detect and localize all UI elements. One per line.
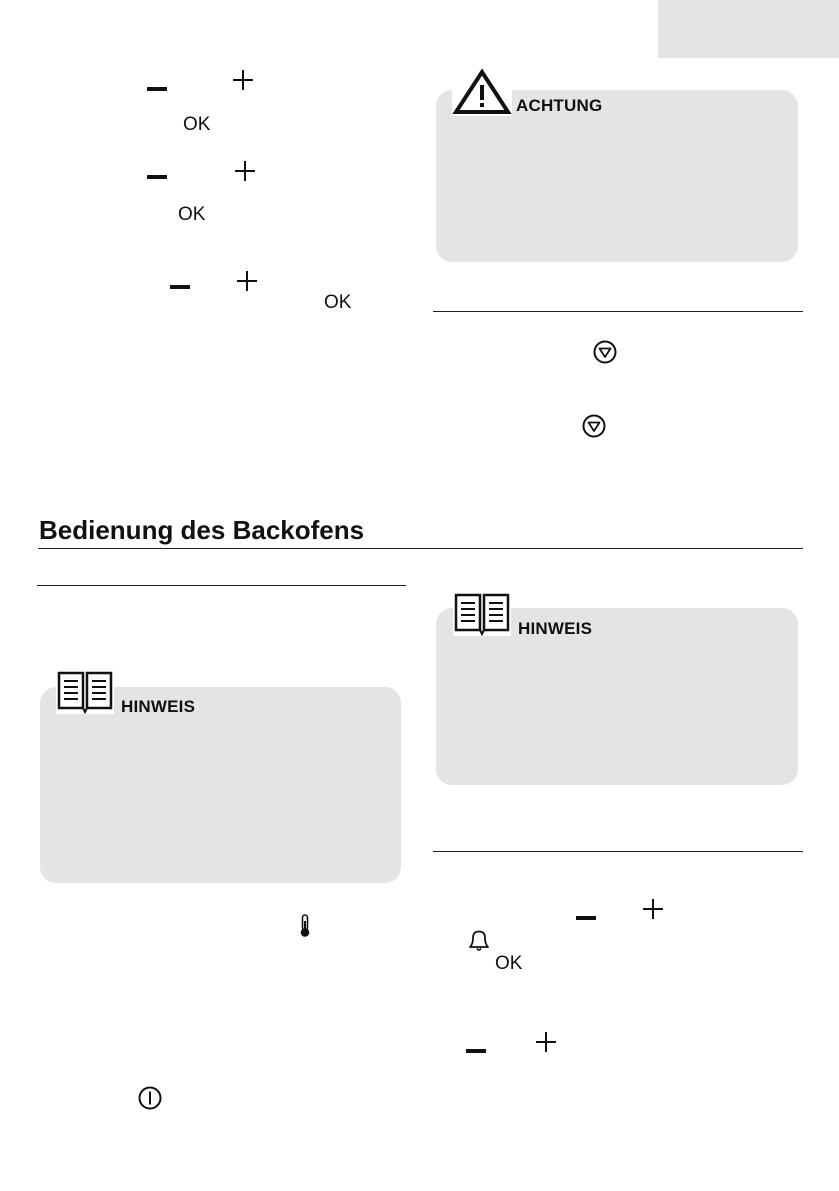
ok-label: OK <box>178 204 206 225</box>
warning-triangle-icon <box>452 68 512 116</box>
ok-label: OK <box>324 292 352 313</box>
minus-icon <box>147 87 167 91</box>
ok-label: OK <box>183 114 211 135</box>
stop-icon <box>593 340 617 364</box>
stop-icon <box>582 414 606 438</box>
minus-icon <box>170 285 190 289</box>
section-title: Bedienung des Backofens <box>39 515 365 545</box>
ok-label: OK <box>495 953 523 974</box>
minus-icon <box>147 175 167 179</box>
minus-icon <box>576 916 596 920</box>
warning-label: ACHTUNG <box>516 96 603 115</box>
note-box-left <box>40 687 401 883</box>
note-label: HINWEIS <box>121 697 196 716</box>
book-icon <box>56 670 114 714</box>
minus-icon <box>466 1049 486 1053</box>
power-icon <box>138 1086 162 1110</box>
plus-icon <box>233 70 253 90</box>
plus-icon <box>536 1032 556 1052</box>
divider <box>433 851 803 852</box>
chapter-tab <box>658 0 839 58</box>
divider <box>37 585 406 586</box>
section-rule <box>38 548 803 549</box>
plus-icon <box>643 899 663 919</box>
book-icon <box>453 592 511 636</box>
note-label: HINWEIS <box>518 619 593 638</box>
thermometer-icon <box>298 914 312 938</box>
plus-icon <box>235 161 255 181</box>
divider <box>433 311 803 312</box>
bell-icon <box>466 927 492 953</box>
plus-icon <box>237 271 257 291</box>
